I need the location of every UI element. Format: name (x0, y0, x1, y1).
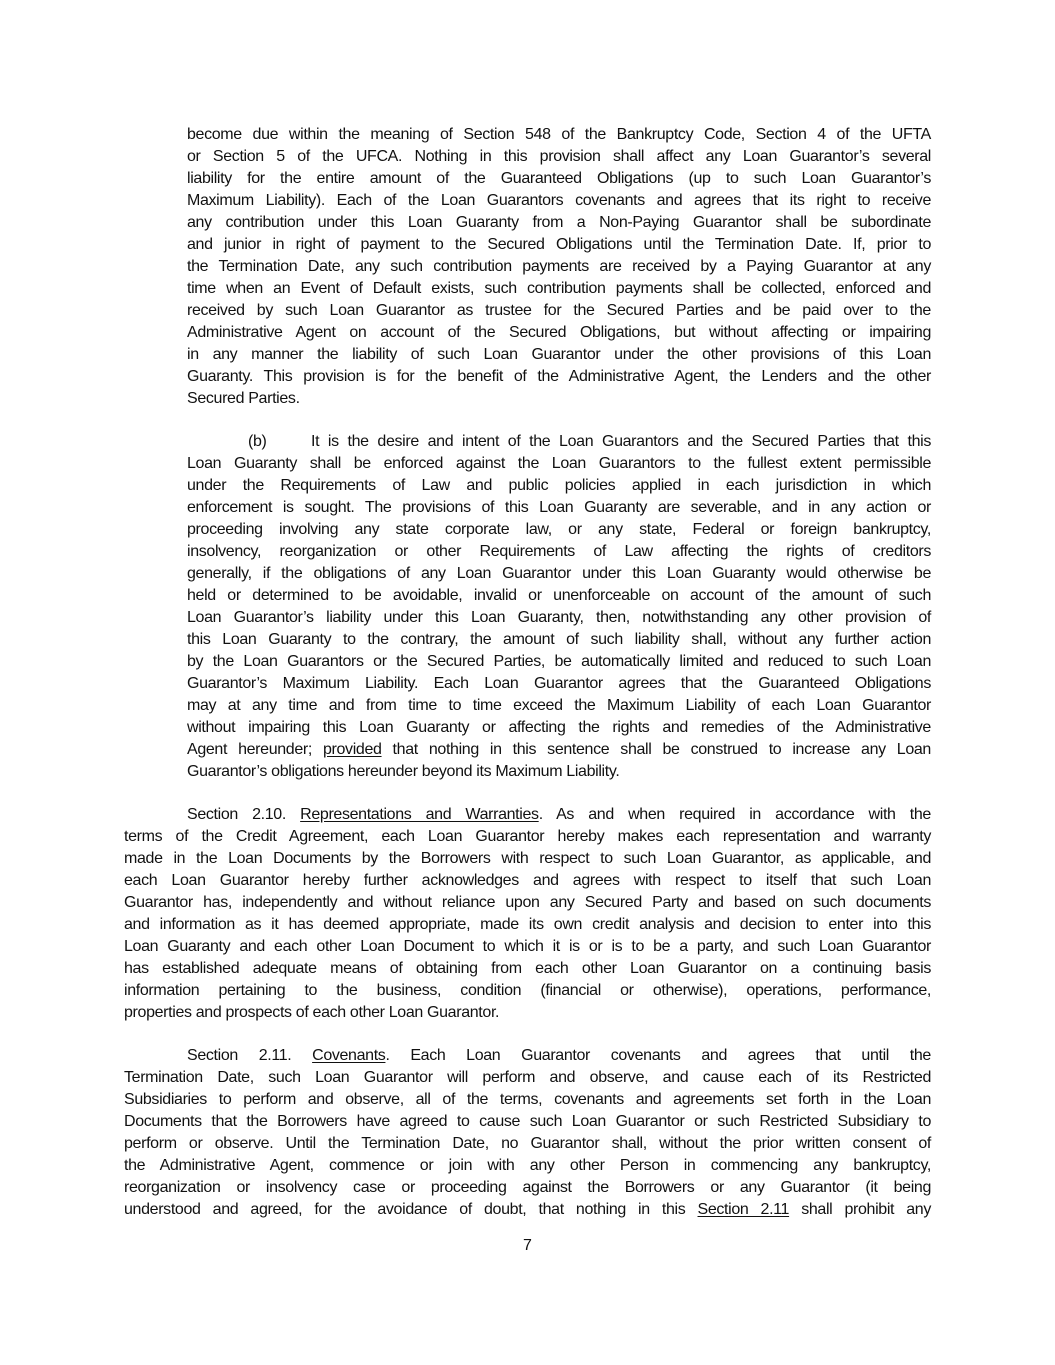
text-run: . Each Loan Guarantor covenants and agrees that until the (385, 1047, 931, 1064)
text-line: information pertaining to the business, condition (financial or otherwise), operations, performance, (124, 982, 931, 999)
text-line: and information as it has deemed appropriate, made its own credit analysis and decision to enter into this (124, 916, 931, 933)
text-line: or Section 5 of the UFCA. Nothing in this provision shall affect any Loan Guarantor’s several (187, 148, 931, 165)
section-number: Section 2.10. (187, 806, 301, 823)
text-run: shall prohibit any (789, 1201, 931, 1218)
text-line: proceeding involving any state corporate law, or any state, Federal or foreign bankruptcy, (187, 521, 931, 538)
text-run: that nothing in this sentence shall be construed to increase any Loan (381, 741, 931, 758)
text-run: understood and agreed, for the avoidance of doubt, that nothing in this (124, 1201, 698, 1218)
text-line: Guarantor’s Maximum Liability. Each Loan Guarantor agrees that the Guaranteed Obligations (187, 675, 931, 692)
text-line: may at any time and from time to time exceed the Maximum Liability of each Loan Guarantor (187, 697, 931, 714)
text-line: Documents that the Borrowers have agreed to cause such Loan Guarantor or such Restricted Subsidiary to (124, 1113, 931, 1130)
paragraph-label: (b) (248, 433, 267, 450)
text-line: by the Loan Guarantors or the Secured Parties, be automatically limited and reduced to such Loan (187, 653, 931, 670)
text-line: received by such Loan Guarantor as trustee for the Secured Parties and be paid over to the (187, 302, 931, 319)
text-line: in any manner the liability of such Loan Guarantor under the other provisions of this Loan (187, 346, 931, 363)
section-heading: Representations and Warranties (300, 806, 539, 823)
text-line (187, 740, 931, 760)
section-heading: Covenants (312, 1047, 386, 1064)
text-line: Secured Parties. (187, 390, 300, 407)
text-line: Maximum Liability). Each of the Loan Guarantors covenants and agrees that its right to receive (187, 192, 931, 209)
text-run: Agent hereunder; (187, 741, 323, 758)
text-line: the Termination Date, any such contribution payments are received by a Paying Guarantor at any (187, 258, 931, 275)
text-line: the Administrative Agent, commence or join with any other Person in commencing any bankruptcy, (124, 1157, 931, 1174)
text-line: Loan Guaranty and each other Loan Document to which it is or is to be a party, and such Loan Guarantor (124, 938, 931, 955)
text-line: Termination Date, such Loan Guarantor will perform and observe, and cause each of its Restricted (124, 1069, 931, 1086)
text-line: time when an Event of Default exists, such contribution payments shall be collected, enforced and (187, 280, 931, 297)
section-heading-line (187, 805, 931, 825)
text-line: generally, if the obligations of any Loan Guarantor under this Loan Guaranty would otherwise be (187, 565, 931, 582)
section-heading-line (187, 1046, 931, 1066)
text-line: any contribution under this Loan Guaranty from a Non-Paying Guarantor shall be subordinate (187, 214, 931, 231)
text-line: held or determined to be avoidable, invalid or unenforceable on account of the amount of such (187, 587, 931, 604)
page-number: 7 (523, 1237, 532, 1254)
text-line: Loan Guarantor’s liability under this Loan Guaranty, then, notwithstanding any other provision of (187, 609, 931, 626)
text-line: properties and prospects of each other Loan Guarantor. (124, 1004, 500, 1021)
text-line: insolvency, reorganization or other Requirements of Law affecting the rights of creditors (187, 543, 931, 560)
text-line: enforcement is sought. The provisions of this Loan Guaranty are severable, and in any action or (187, 499, 931, 516)
text-line: Guarantor’s obligations hereunder beyond its Maximum Liability. (187, 763, 620, 780)
section-cross-reference: Section 2.11 (697, 1201, 790, 1218)
text-line: this Loan Guaranty to the contrary, the amount of such liability shall, without any further action (187, 631, 931, 648)
text-line: liability for the entire amount of the Guaranteed Obligations (up to such Loan Guarantor’s (187, 170, 931, 187)
section-number: Section 2.11. (187, 1047, 313, 1064)
text-line: terms of the Credit Agreement, each Loan Guarantor hereby makes each representation and warranty (124, 828, 931, 845)
text-line: Administrative Agent on account of the Secured Obligations, but without affecting or impairing (187, 324, 931, 341)
text-line: and junior in right of payment to the Secured Obligations until the Termination Date. If, prior to (187, 236, 931, 253)
text-line: each Loan Guarantor hereby further acknowledges and agrees with respect to itself that such Loan (124, 872, 931, 889)
text-line: made in the Loan Documents by the Borrowers with respect to such Loan Guarantor, as applicable, and (124, 850, 931, 867)
text-line: Loan Guaranty shall be enforced against the Loan Guarantors to the fullest extent permissible (187, 455, 931, 472)
text-line: become due within the meaning of Section 548 of the Bankruptcy Code, Section 4 of the UFTA (187, 126, 931, 143)
text-line: under the Requirements of Law and public policies applied in each jurisdiction in which (187, 477, 931, 494)
text-line: reorganization or insolvency case or proceeding against the Borrowers or any Guarantor (it being (124, 1179, 931, 1196)
text-line: Subsidiaries to perform and observe, all of the terms, covenants and agreements set forth in the Loan (124, 1091, 931, 1108)
text-run: . As and when required in accordance with the (538, 806, 931, 823)
text-line: Guarantor has, independently and without reliance upon any Secured Party and based on such documents (124, 894, 931, 911)
text-line: perform or observe. Until the Termination Date, no Guarantor shall, without the prior written consent of (124, 1135, 931, 1152)
text-line: It is the desire and intent of the Loan Guarantors and the Secured Parties that this (311, 433, 931, 450)
provided-term: provided (322, 741, 382, 758)
text-line (124, 1200, 931, 1220)
text-line: Guaranty. This provision is for the benefit of the Administrative Agent, the Lenders and the other (187, 368, 931, 385)
text-line: has established adequate means of obtaining from each other Loan Guarantor on a continuing basis (124, 960, 931, 977)
text-line: without impairing this Loan Guaranty or affecting the rights and remedies of the Administrative (187, 719, 931, 736)
